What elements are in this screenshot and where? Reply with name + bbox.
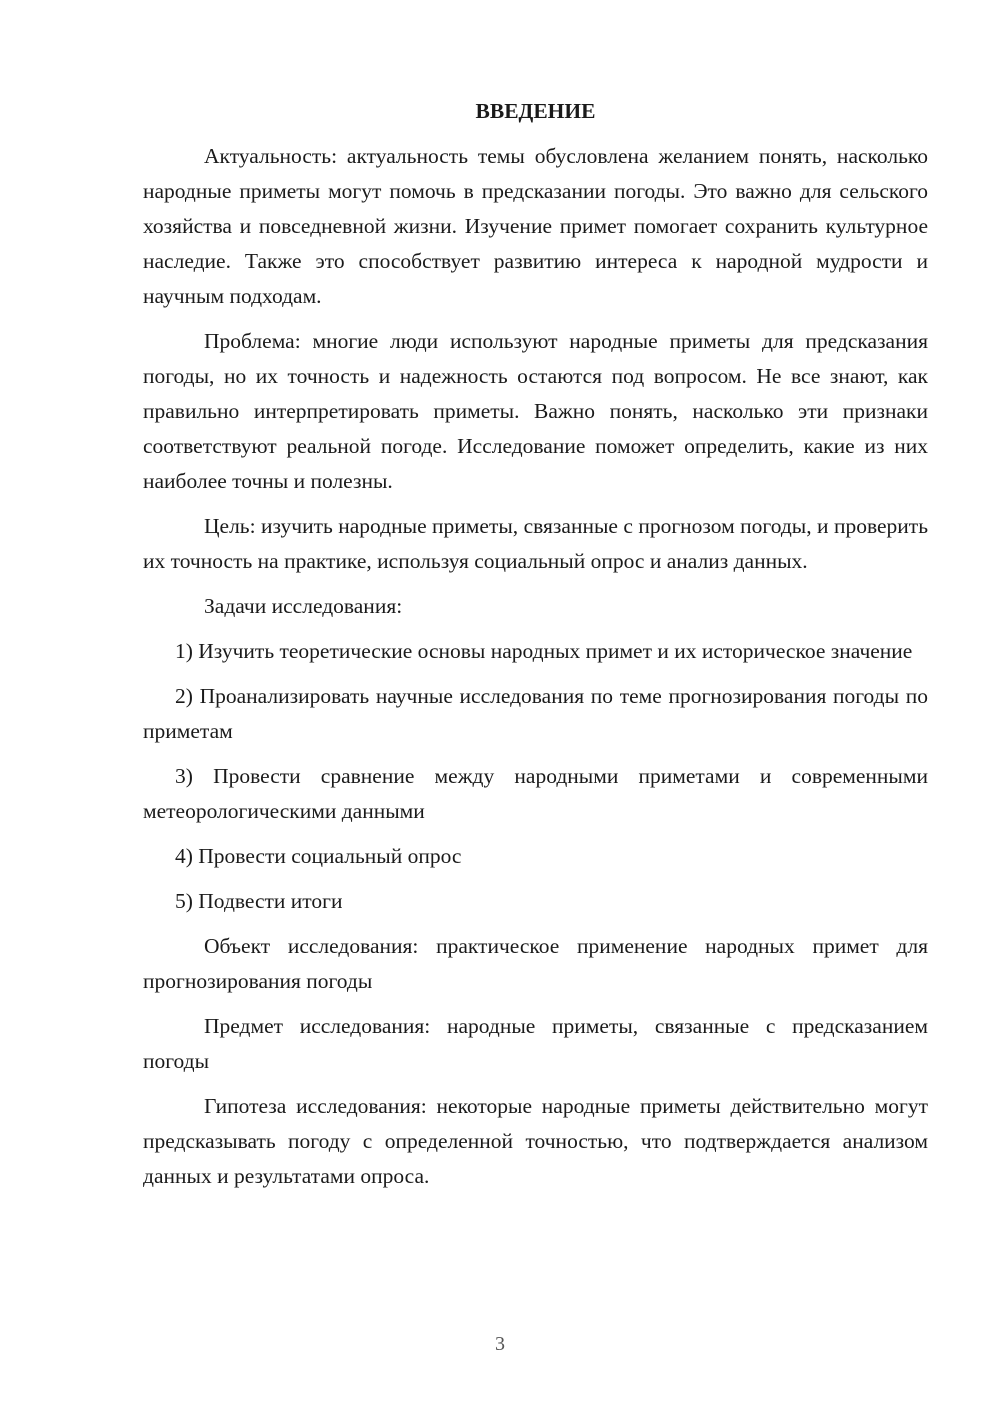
section-title: ВВЕДЕНИЕ <box>475 99 596 123</box>
task-item: 1) Изучить теоретические основы народных примет и их историческое значение <box>175 639 913 663</box>
tasks-list <box>143 634 928 919</box>
document-page <box>143 94 928 1204</box>
tasks-heading: Задачи исследования: <box>204 594 403 618</box>
hypothesis-paragraph: Гипотеза исследования: некоторые народные приметы действительно могут предсказывать погоду с определенной точностью, что подтверждается анализом данных и результатами опроса. <box>143 1094 928 1188</box>
page-number: 3 <box>495 1333 505 1355</box>
task-item: 4) Провести социальный опрос <box>175 844 462 868</box>
object-paragraph: Объект исследования: практическое применение народных примет для прогнозирования погоды <box>143 934 928 993</box>
subject-paragraph: Предмет исследования: народные приметы, связанные с предсказанием погоды <box>143 1014 928 1073</box>
task-item: 2) Проанализировать научные исследования по теме прогнозирования погоды по приметам <box>143 684 928 743</box>
relevance-paragraph: Актуальность: актуальность темы обусловлена желанием понять, насколько народные приметы могут помочь в предсказании погоды. Это важно для сельского хозяйства и повседневной жизни. Изучение примет помогает сохранить культурное наследие. Также это способствует развитию интереса к народной мудрости и научным подходам. <box>143 144 928 308</box>
goal-paragraph: Цель: изучить народные приметы, связанные с прогнозом погоды, и проверить их точность на практике, используя социальный опрос и анализ данных. <box>143 514 928 573</box>
task-item: 3) Провести сравнение между народными приметами и современными метеорологическими данными <box>143 764 928 823</box>
task-item: 5) Подвести итоги <box>175 889 343 913</box>
problem-paragraph: Проблема: многие люди используют народные приметы для предсказания погоды, но их точность и надежность остаются под вопросом. Не все знают, как правильно интерпретировать приметы. Важно понять, насколько эти признаки соответствуют реальной погоде. Исследование поможет определить, какие из них наиболее точны и полезны. <box>143 329 928 493</box>
